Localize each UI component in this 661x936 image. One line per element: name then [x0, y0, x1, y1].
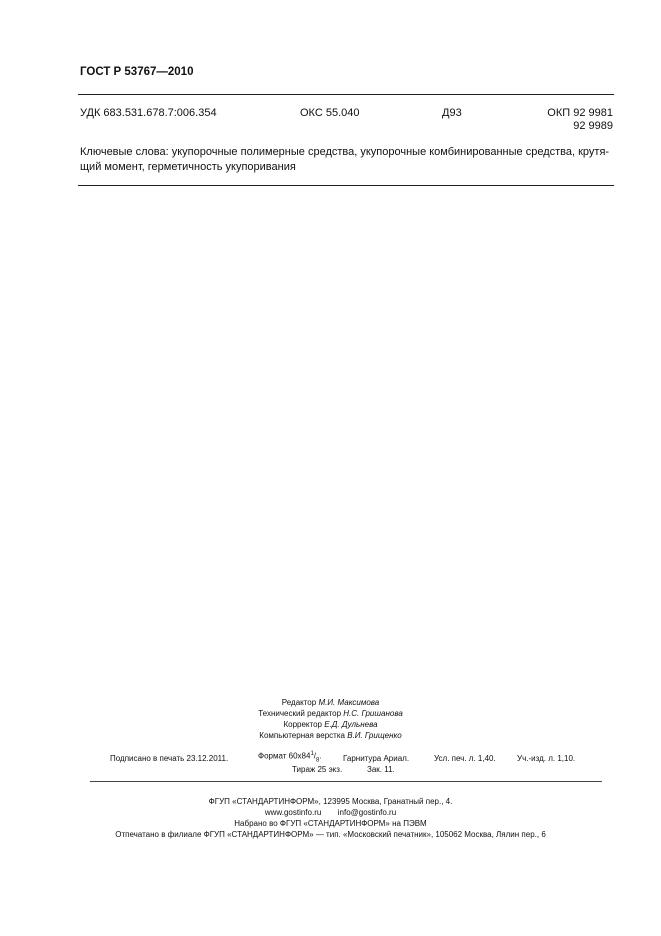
print-run: Тираж 25 экз. [292, 765, 343, 774]
credit-editor [0, 698, 661, 707]
pub-sheets: Уч.-изд. л. 1,10. [517, 754, 576, 763]
udk-code: УДК 683.531.678.7:006.354 [80, 107, 217, 119]
okp-code [547, 107, 613, 132]
print-format-suffix: . [319, 751, 322, 761]
print-format: Формат $60х84^1/_8$. [258, 751, 322, 764]
standard-code: ГОСТ Р 53767—2010 [80, 66, 194, 78]
okp-line-2: 92 9989 [573, 120, 613, 132]
print-format-sup: 1 [310, 751, 314, 757]
print-typeface: Гарнитура Ариал. [343, 754, 410, 763]
header-rule [78, 94, 614, 95]
publisher-contacts [0, 808, 661, 817]
typeset-note: Набрано во ФГУП «СТАНДАРТИНФОРМ» на ПЭВМ [234, 819, 427, 828]
printed-note: Отпечатано в филиале ФГУП «СТАНДАРТИНФОРМ» — тип. «Московский печатник», 105062 Москва, Лялин пер., 6 [115, 830, 546, 839]
publisher-website[interactable]: www.gostinfo.ru [264, 808, 322, 817]
keywords-line-1: Ключевые слова: укупорочные полимерные средства, укупорочные комбинированные средства, крутя- [80, 146, 610, 158]
credit-tech-editor-label: Технический редактор [258, 709, 342, 718]
publisher-email[interactable]: info@gostinfo.ru [337, 808, 397, 817]
credit-editor-label: Редактор [281, 698, 317, 707]
print-format-prefix: Формат 60х84 [258, 751, 311, 761]
keywords [80, 145, 620, 175]
credit-tech-editor-name: Н.С. Гришанова [343, 709, 403, 718]
keywords-rule [78, 185, 614, 186]
print-signed: Подписано в печать 23.12.2011. [110, 754, 229, 763]
credit-tech-editor [0, 709, 661, 718]
print-sheets: Усл. печ. л. 1,40. [434, 754, 496, 763]
publisher-address: ФГУП «СТАНДАРТИНФОРМ», 123995 Москва, Гранатный пер., 4. [208, 797, 453, 806]
credit-layout-name: В.И. Грищенко [347, 731, 402, 740]
credit-corrector-label: Корректор [283, 720, 322, 729]
credit-corrector-name: Е.Д. Дульнева [324, 720, 378, 729]
oks-code: ОКС 55.040 [300, 107, 360, 119]
footer-rule [90, 781, 602, 782]
credit-layout-label: Компьютерная верстка [259, 731, 345, 740]
credit-corrector [0, 720, 661, 729]
keywords-line-2: щий момент, герметичность укупоривания [80, 161, 296, 173]
okp-line-1: ОКП 92 9981 [547, 107, 613, 119]
print-format-sub: 8 [316, 757, 320, 764]
credit-editor-name: М.И. Максимова [318, 698, 380, 707]
group-code: Д93 [442, 107, 462, 119]
credit-layout [0, 731, 661, 740]
print-order: Зак. 11. [367, 765, 395, 774]
